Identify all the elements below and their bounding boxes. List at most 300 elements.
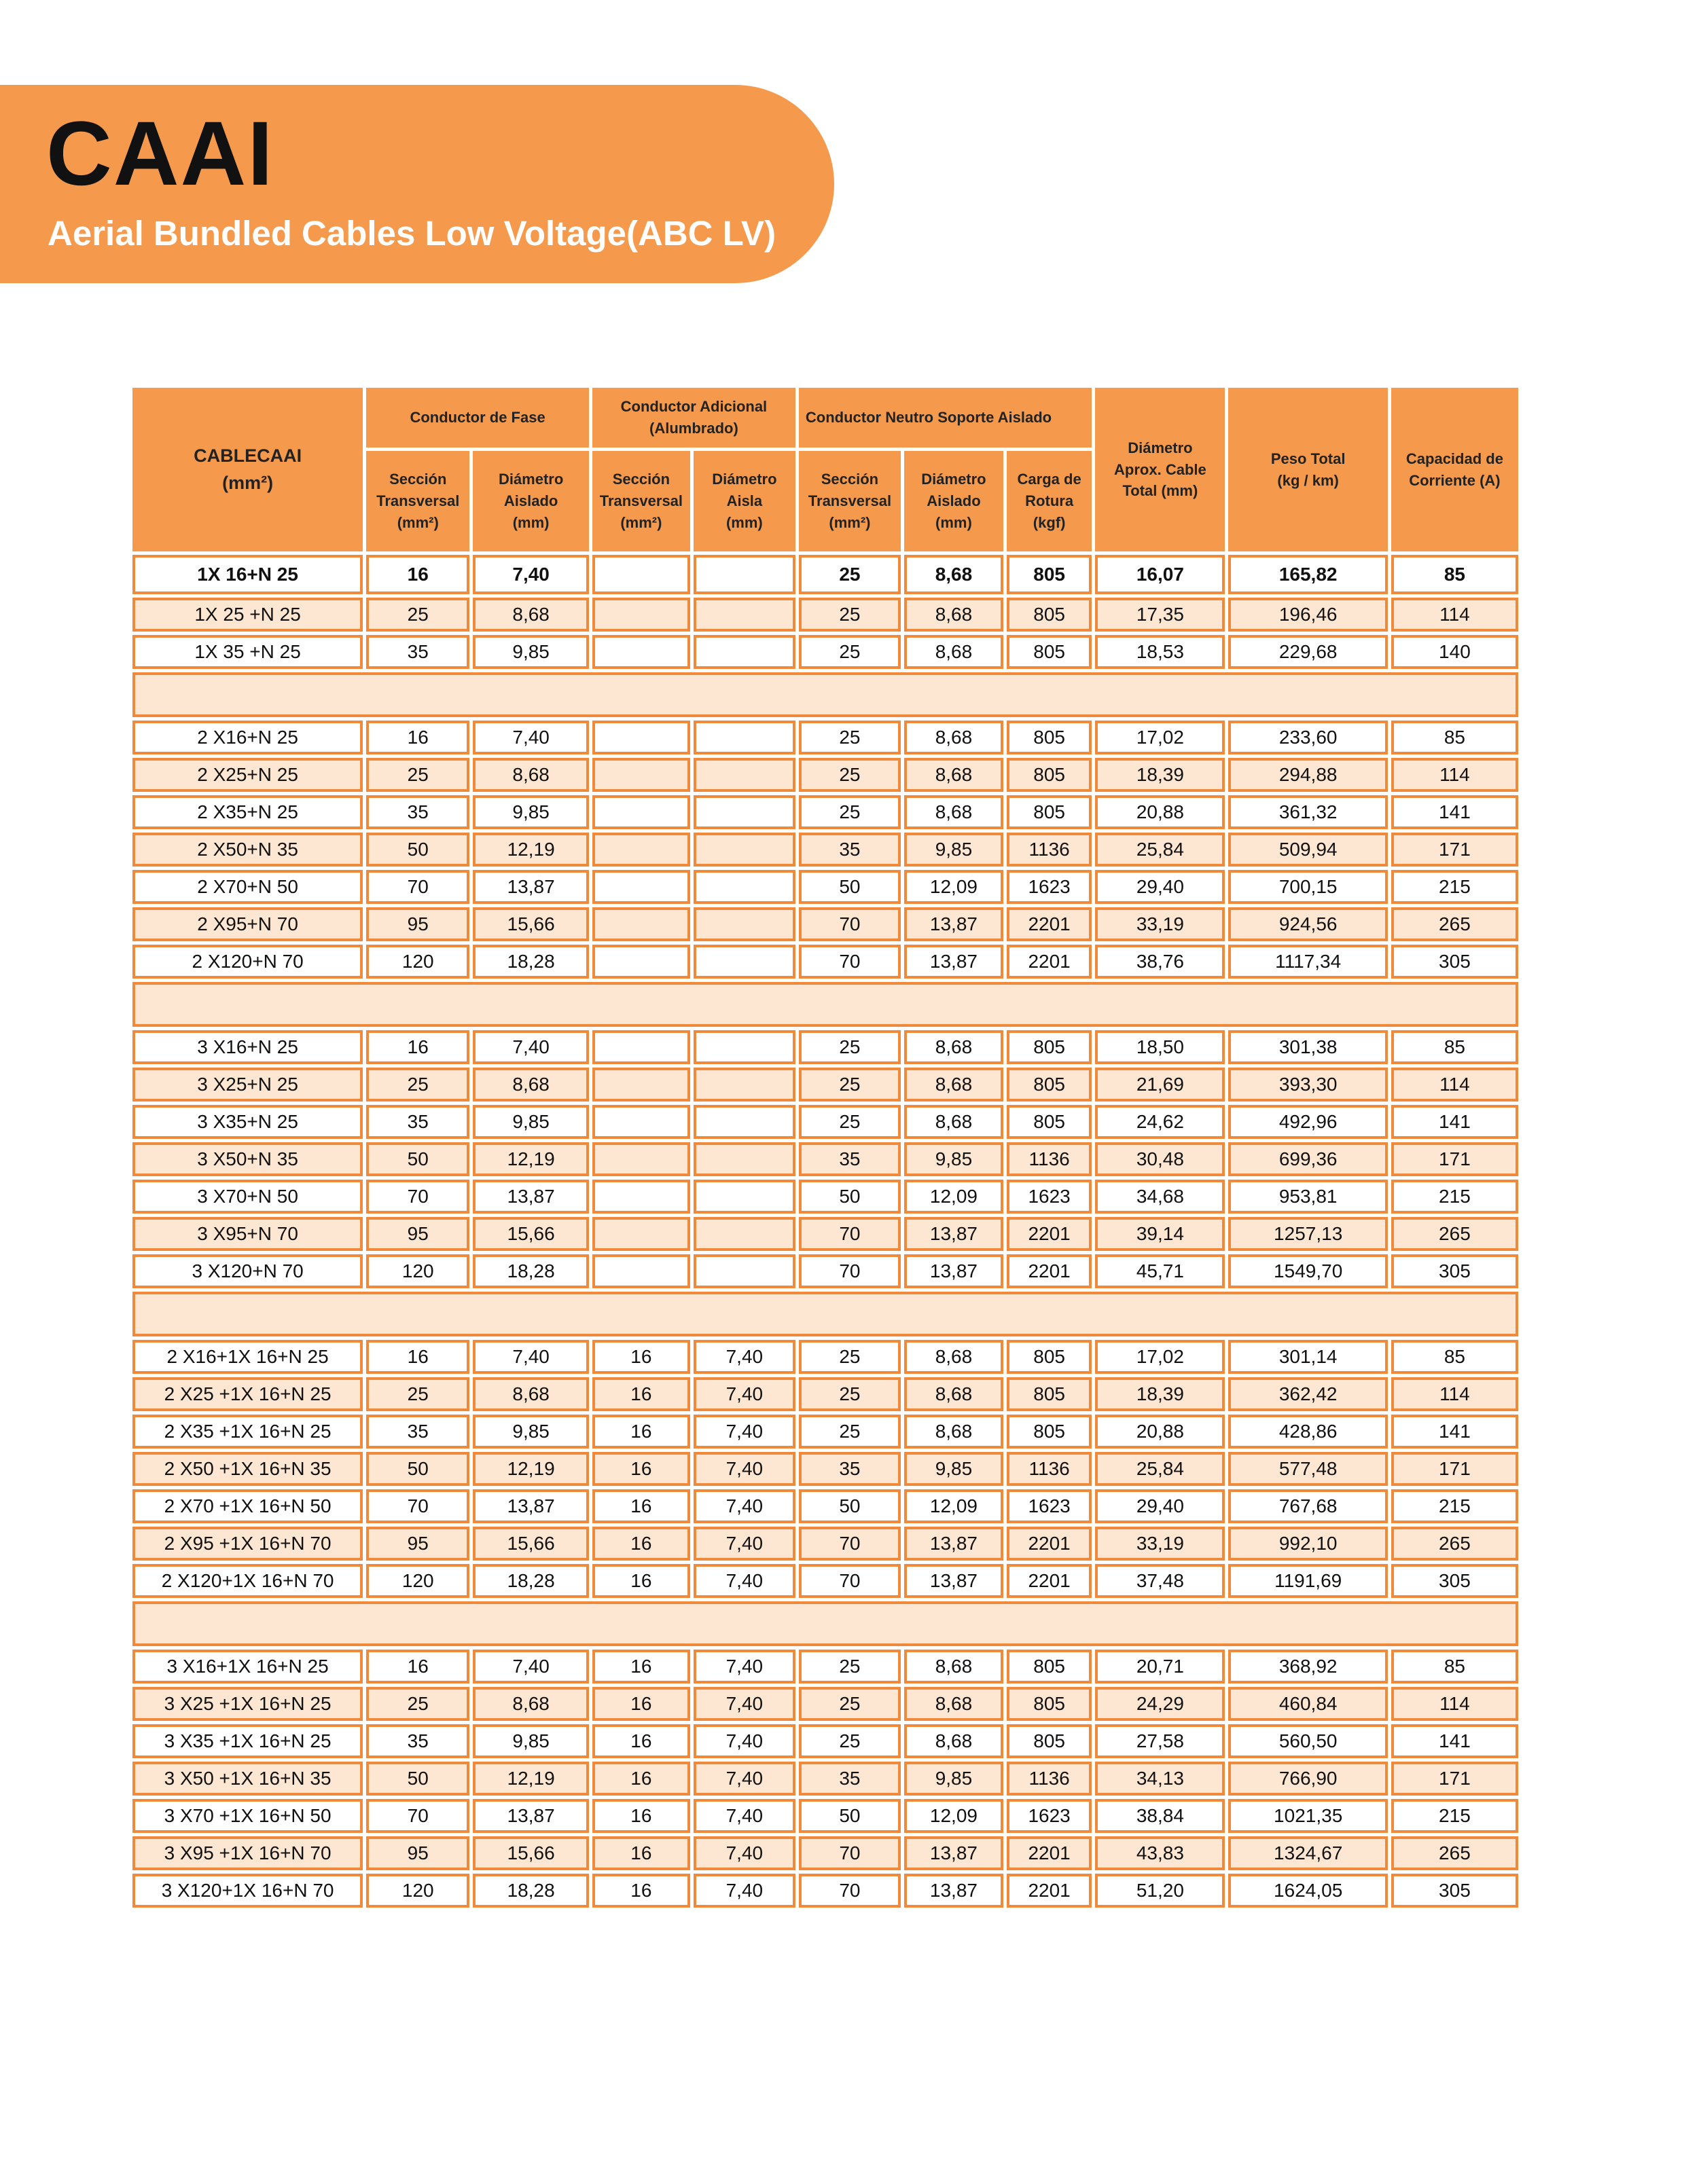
table-cell: 114 bbox=[1391, 598, 1518, 632]
table-cell: 25 bbox=[799, 1650, 901, 1684]
header-capacidad bbox=[1391, 388, 1518, 551]
table-cell: 16 bbox=[592, 1415, 690, 1449]
table-cell: 1117,34 bbox=[1228, 945, 1387, 979]
table-cell: 171 bbox=[1391, 1762, 1518, 1796]
group-separator bbox=[132, 1292, 1518, 1336]
table-cell: 25 bbox=[799, 1068, 901, 1102]
table-cell: 95 bbox=[366, 1527, 469, 1561]
table-cell bbox=[694, 1180, 795, 1214]
sub-header-line: Sección bbox=[821, 471, 879, 488]
table-row bbox=[132, 1030, 1518, 1064]
table-cell: 50 bbox=[799, 1799, 901, 1833]
cable-name-cell: 2 X25 +1X 16+N 25 bbox=[132, 1377, 363, 1411]
sub-header-line: Aisla bbox=[726, 492, 763, 510]
table-cell: 21,69 bbox=[1095, 1068, 1225, 1102]
table-row bbox=[132, 945, 1518, 979]
table-cell: 18,53 bbox=[1095, 635, 1225, 669]
table-cell: 12,09 bbox=[904, 870, 1003, 904]
table-cell bbox=[592, 1105, 690, 1139]
table-cell: 140 bbox=[1391, 635, 1518, 669]
table-cell: 9,85 bbox=[473, 1724, 589, 1758]
sub-header-line: (mm) bbox=[935, 513, 972, 531]
table-cell: 38,76 bbox=[1095, 945, 1225, 979]
table-cell: 114 bbox=[1391, 1068, 1518, 1102]
header-cable-label: CABLECAAI bbox=[194, 445, 302, 467]
table-cell: 7,40 bbox=[694, 1762, 795, 1796]
cable-name-cell: 2 X50 +1X 16+N 35 bbox=[132, 1452, 363, 1486]
table-cell: 18,50 bbox=[1095, 1030, 1225, 1064]
table-cell: 35 bbox=[799, 1452, 901, 1486]
header-diametro-total bbox=[1095, 388, 1225, 551]
table-cell: 1021,35 bbox=[1228, 1799, 1387, 1833]
table-cell: 294,88 bbox=[1228, 758, 1387, 792]
table-cell: 16 bbox=[366, 721, 469, 754]
table-cell: 85 bbox=[1391, 555, 1518, 594]
table-cell bbox=[694, 721, 795, 754]
table-cell: 12,09 bbox=[904, 1489, 1003, 1523]
table-cell: 70 bbox=[799, 1254, 901, 1288]
header-adicional bbox=[592, 388, 795, 448]
sub-header-cell bbox=[904, 451, 1003, 551]
cable-name-cell: 2 X120+N 70 bbox=[132, 945, 363, 979]
table-cell: 120 bbox=[366, 1874, 469, 1908]
table-cell: 428,86 bbox=[1228, 1415, 1387, 1449]
cable-name-cell: 2 X95 +1X 16+N 70 bbox=[132, 1527, 363, 1561]
table-cell: 2201 bbox=[1007, 1564, 1092, 1598]
table-cell: 15,66 bbox=[473, 907, 589, 941]
table-cell: 305 bbox=[1391, 1564, 1518, 1598]
table-cell: 17,02 bbox=[1095, 721, 1225, 754]
table-cell: 95 bbox=[366, 907, 469, 941]
sub-header-line: (mm²) bbox=[620, 513, 662, 531]
table-row bbox=[132, 1527, 1518, 1561]
table-cell: 25 bbox=[799, 721, 901, 754]
cable-name-cell: 2 X95+N 70 bbox=[132, 907, 363, 941]
table-cell: 8,68 bbox=[904, 721, 1003, 754]
table-cell: 18,28 bbox=[473, 1254, 589, 1288]
table-cell: 13,87 bbox=[904, 1836, 1003, 1870]
sub-header-cell bbox=[1007, 451, 1092, 551]
table-row bbox=[132, 1340, 1518, 1374]
table-cell: 114 bbox=[1391, 1377, 1518, 1411]
table-cell: 141 bbox=[1391, 1724, 1518, 1758]
table-cell: 13,87 bbox=[904, 1874, 1003, 1908]
table-cell: 25,84 bbox=[1095, 833, 1225, 867]
table-cell: 1257,13 bbox=[1228, 1217, 1387, 1251]
sub-header-line: Sección bbox=[612, 471, 670, 488]
table-cell: 7,40 bbox=[694, 1377, 795, 1411]
table-cell: 16 bbox=[366, 1030, 469, 1064]
table-cell: 35 bbox=[366, 795, 469, 829]
table-cell: 24,62 bbox=[1095, 1105, 1225, 1139]
table-cell: 2201 bbox=[1007, 1836, 1092, 1870]
table-cell: 767,68 bbox=[1228, 1489, 1387, 1523]
table-cell: 13,87 bbox=[904, 1217, 1003, 1251]
table-cell bbox=[694, 598, 795, 632]
table-cell: 25 bbox=[799, 795, 901, 829]
table-cell bbox=[592, 795, 690, 829]
table-cell: 17,02 bbox=[1095, 1340, 1225, 1374]
table-row bbox=[132, 758, 1518, 792]
header-adicional-line1: Conductor Adicional bbox=[620, 398, 768, 416]
sub-header-line: (mm) bbox=[725, 513, 763, 531]
table-cell bbox=[694, 1105, 795, 1139]
table-cell: 215 bbox=[1391, 1180, 1518, 1214]
table-cell: 2201 bbox=[1007, 1874, 1092, 1908]
table-row bbox=[132, 598, 1518, 632]
table-cell: 8,68 bbox=[904, 598, 1003, 632]
table-cell: 25 bbox=[799, 1377, 901, 1411]
header-cable bbox=[132, 388, 363, 551]
table-cell: 16 bbox=[592, 1452, 690, 1486]
table-cell: 7,40 bbox=[694, 1340, 795, 1374]
table-cell: 95 bbox=[366, 1217, 469, 1251]
table-cell bbox=[592, 1030, 690, 1064]
table-cell bbox=[694, 758, 795, 792]
table-cell: 1136 bbox=[1007, 1452, 1092, 1486]
table-cell: 8,68 bbox=[473, 1068, 589, 1102]
table-cell: 141 bbox=[1391, 1415, 1518, 1449]
table-cell: 924,56 bbox=[1228, 907, 1387, 941]
table-cell: 85 bbox=[1391, 721, 1518, 754]
cable-name-cell: 1X 16+N 25 bbox=[132, 555, 363, 594]
table-cell: 8,68 bbox=[904, 555, 1003, 594]
table-cell: 8,68 bbox=[904, 758, 1003, 792]
table-cell: 9,85 bbox=[473, 1415, 589, 1449]
sub-header-line: Transversal bbox=[376, 492, 460, 510]
table-cell: 17,35 bbox=[1095, 598, 1225, 632]
table-cell: 1136 bbox=[1007, 833, 1092, 867]
table-cell: 215 bbox=[1391, 1799, 1518, 1833]
table-cell: 16 bbox=[592, 1340, 690, 1374]
table-cell bbox=[592, 1254, 690, 1288]
table-cell: 25 bbox=[799, 635, 901, 669]
table-cell: 16 bbox=[592, 1799, 690, 1833]
table-row bbox=[132, 721, 1518, 754]
table-cell: 34,13 bbox=[1095, 1762, 1225, 1796]
table-cell: 8,68 bbox=[904, 1724, 1003, 1758]
table-cell: 265 bbox=[1391, 1527, 1518, 1561]
table-cell: 50 bbox=[366, 1452, 469, 1486]
table-cell: 25 bbox=[799, 1415, 901, 1449]
table-cell: 1623 bbox=[1007, 1799, 1092, 1833]
table-cell: 233,60 bbox=[1228, 721, 1387, 754]
cable-name-cell: 3 X16+N 25 bbox=[132, 1030, 363, 1064]
table-cell: 7,40 bbox=[473, 1340, 589, 1374]
table-cell: 805 bbox=[1007, 555, 1092, 594]
table-cell: 15,66 bbox=[473, 1527, 589, 1561]
table-cell: 16 bbox=[592, 1377, 690, 1411]
cable-name-cell: 2 X70 +1X 16+N 50 bbox=[132, 1489, 363, 1523]
table-cell: 492,96 bbox=[1228, 1105, 1387, 1139]
table-cell: 16,07 bbox=[1095, 555, 1225, 594]
table-cell: 114 bbox=[1391, 1687, 1518, 1721]
table-cell: 70 bbox=[366, 1799, 469, 1833]
table-cell: 50 bbox=[799, 1180, 901, 1214]
table-cell: 577,48 bbox=[1228, 1452, 1387, 1486]
table-cell: 805 bbox=[1007, 598, 1092, 632]
table-cell: 25 bbox=[366, 598, 469, 632]
header-capacidad-line2: Corriente (A) bbox=[1409, 471, 1501, 489]
cable-name-cell: 3 X70+N 50 bbox=[132, 1180, 363, 1214]
table-cell: 25 bbox=[366, 1068, 469, 1102]
sub-header-line: Rotura bbox=[1025, 492, 1074, 510]
table-cell: 25 bbox=[799, 555, 901, 594]
table-cell: 9,85 bbox=[473, 635, 589, 669]
table-cell: 25,84 bbox=[1095, 1452, 1225, 1486]
table-cell: 8,68 bbox=[904, 1030, 1003, 1064]
table-row bbox=[132, 1452, 1518, 1486]
table-cell: 12,09 bbox=[904, 1799, 1003, 1833]
table-cell: 8,68 bbox=[904, 1415, 1003, 1449]
table-cell bbox=[592, 598, 690, 632]
table-row bbox=[132, 1489, 1518, 1523]
table-cell: 35 bbox=[366, 635, 469, 669]
header-peso-line2: (kg / km) bbox=[1277, 471, 1339, 489]
table-cell: 1623 bbox=[1007, 1489, 1092, 1523]
table-cell: 16 bbox=[592, 1874, 690, 1908]
table-cell: 70 bbox=[799, 1527, 901, 1561]
table-cell: 13,87 bbox=[473, 1489, 589, 1523]
table-cell: 30,48 bbox=[1095, 1142, 1225, 1176]
table-cell: 35 bbox=[799, 1142, 901, 1176]
table-cell: 9,85 bbox=[473, 1105, 589, 1139]
table-cell: 700,15 bbox=[1228, 870, 1387, 904]
sub-header-line: Diámetro bbox=[921, 471, 986, 488]
table-cell: 34,68 bbox=[1095, 1180, 1225, 1214]
table-cell: 265 bbox=[1391, 1217, 1518, 1251]
table-cell bbox=[694, 945, 795, 979]
table-cell: 13,87 bbox=[473, 870, 589, 904]
table-cell: 7,40 bbox=[694, 1650, 795, 1684]
cable-name-cell: 3 X35 +1X 16+N 25 bbox=[132, 1724, 363, 1758]
cable-name-cell: 2 X70+N 50 bbox=[132, 870, 363, 904]
table-cell: 25 bbox=[799, 1724, 901, 1758]
table-cell: 18,39 bbox=[1095, 1377, 1225, 1411]
table-cell bbox=[592, 945, 690, 979]
table-cell: 70 bbox=[366, 1180, 469, 1214]
table-cell: 265 bbox=[1391, 907, 1518, 941]
sub-header-line: Transversal bbox=[808, 492, 892, 510]
group-separator bbox=[132, 982, 1518, 1027]
table-cell: 114 bbox=[1391, 758, 1518, 792]
table-cell: 25 bbox=[366, 1687, 469, 1721]
table-cell: 7,40 bbox=[694, 1836, 795, 1870]
table-cell: 25 bbox=[799, 1340, 901, 1374]
table-cell: 805 bbox=[1007, 1650, 1092, 1684]
table-cell: 35 bbox=[366, 1724, 469, 1758]
cable-name-cell: 1X 25 +N 25 bbox=[132, 598, 363, 632]
table-cell: 24,29 bbox=[1095, 1687, 1225, 1721]
table-cell: 805 bbox=[1007, 795, 1092, 829]
table-cell bbox=[694, 635, 795, 669]
cable-name-cell: 2 X16+1X 16+N 25 bbox=[132, 1340, 363, 1374]
table-cell bbox=[592, 1180, 690, 1214]
table-cell: 12,09 bbox=[904, 1180, 1003, 1214]
table-cell: 20,88 bbox=[1095, 795, 1225, 829]
table-cell: 70 bbox=[799, 1836, 901, 1870]
table-row bbox=[132, 795, 1518, 829]
table-cell: 25 bbox=[366, 758, 469, 792]
table-body bbox=[132, 555, 1518, 1908]
cable-spec-table bbox=[129, 384, 1522, 1911]
cable-name-cell: 2 X16+N 25 bbox=[132, 721, 363, 754]
table-cell: 7,40 bbox=[473, 721, 589, 754]
table-cell: 7,40 bbox=[473, 1650, 589, 1684]
table-cell: 13,87 bbox=[904, 1254, 1003, 1288]
table-cell: 2201 bbox=[1007, 1527, 1092, 1561]
table-cell: 70 bbox=[799, 1564, 901, 1598]
separator-cell bbox=[132, 982, 1518, 1027]
table-cell: 29,40 bbox=[1095, 1489, 1225, 1523]
table-cell: 215 bbox=[1391, 870, 1518, 904]
cable-name-cell: 2 X50+N 35 bbox=[132, 833, 363, 867]
cable-name-cell: 3 X16+1X 16+N 25 bbox=[132, 1650, 363, 1684]
table-cell: 70 bbox=[799, 945, 901, 979]
sub-header-cell bbox=[799, 451, 901, 551]
table-cell: 7,40 bbox=[694, 1564, 795, 1598]
table-cell: 13,87 bbox=[904, 945, 1003, 979]
table-cell: 8,68 bbox=[904, 1068, 1003, 1102]
table-cell: 70 bbox=[366, 1489, 469, 1523]
table-cell: 9,85 bbox=[904, 1142, 1003, 1176]
table-cell bbox=[694, 795, 795, 829]
table-cell: 16 bbox=[592, 1564, 690, 1598]
table-cell bbox=[592, 1068, 690, 1102]
cable-name-cell: 2 X35 +1X 16+N 25 bbox=[132, 1415, 363, 1449]
table-cell: 25 bbox=[799, 758, 901, 792]
table-cell: 2201 bbox=[1007, 1217, 1092, 1251]
cable-name-cell: 3 X25+N 25 bbox=[132, 1068, 363, 1102]
table-cell: 7,40 bbox=[694, 1527, 795, 1561]
table-row bbox=[132, 1254, 1518, 1288]
table-cell bbox=[694, 833, 795, 867]
table-cell: 805 bbox=[1007, 1030, 1092, 1064]
table-cell bbox=[694, 1068, 795, 1102]
table-cell: 9,85 bbox=[904, 1762, 1003, 1796]
table-cell: 196,46 bbox=[1228, 598, 1387, 632]
table-cell bbox=[592, 555, 690, 594]
table-cell: 171 bbox=[1391, 1142, 1518, 1176]
table-cell: 361,32 bbox=[1228, 795, 1387, 829]
table-cell: 9,85 bbox=[473, 795, 589, 829]
table-cell: 70 bbox=[799, 1874, 901, 1908]
table-cell: 1623 bbox=[1007, 1180, 1092, 1214]
table-cell: 95 bbox=[366, 1836, 469, 1870]
table-cell bbox=[694, 1254, 795, 1288]
sub-header-line: Aislado bbox=[503, 492, 558, 510]
cable-spec-table-container bbox=[129, 384, 1522, 1911]
table-cell: 13,87 bbox=[473, 1799, 589, 1833]
table-cell: 35 bbox=[799, 1762, 901, 1796]
table-cell: 45,71 bbox=[1095, 1254, 1225, 1288]
table-cell: 229,68 bbox=[1228, 635, 1387, 669]
table-cell: 25 bbox=[799, 598, 901, 632]
sub-header-line: Sección bbox=[389, 471, 447, 488]
table-row bbox=[132, 1068, 1518, 1102]
table-cell: 8,68 bbox=[473, 1687, 589, 1721]
table-cell bbox=[592, 870, 690, 904]
table-cell: 7,40 bbox=[694, 1415, 795, 1449]
table-cell bbox=[592, 1142, 690, 1176]
header-diametro-total-line1: Diámetro bbox=[1128, 439, 1193, 456]
header-cable-unit: (mm²) bbox=[222, 472, 274, 493]
table-cell: 16 bbox=[366, 555, 469, 594]
table-cell bbox=[592, 758, 690, 792]
table-cell bbox=[592, 833, 690, 867]
table-cell bbox=[592, 721, 690, 754]
table-cell: 171 bbox=[1391, 1452, 1518, 1486]
table-cell: 805 bbox=[1007, 721, 1092, 754]
table-cell: 141 bbox=[1391, 795, 1518, 829]
table-cell: 8,68 bbox=[904, 1650, 1003, 1684]
header-neutro: Conductor Neutro Soporte Aislado bbox=[799, 388, 1092, 448]
sub-header-line: Transversal bbox=[599, 492, 683, 510]
table-cell: 7,40 bbox=[694, 1874, 795, 1908]
table-cell: 7,40 bbox=[694, 1452, 795, 1486]
table-cell: 305 bbox=[1391, 1254, 1518, 1288]
table-row bbox=[132, 1564, 1518, 1598]
table-cell: 805 bbox=[1007, 1415, 1092, 1449]
table-cell: 39,14 bbox=[1095, 1217, 1225, 1251]
table-cell: 15,66 bbox=[473, 1836, 589, 1870]
table-cell: 8,68 bbox=[904, 795, 1003, 829]
table-cell: 8,68 bbox=[473, 758, 589, 792]
table-cell: 50 bbox=[366, 833, 469, 867]
table-cell: 805 bbox=[1007, 1377, 1092, 1411]
cable-name-cell: 3 X120+N 70 bbox=[132, 1254, 363, 1288]
table-cell: 7,40 bbox=[694, 1687, 795, 1721]
sub-header-cell bbox=[694, 451, 795, 551]
table-cell: 1191,69 bbox=[1228, 1564, 1387, 1598]
sub-header-cell bbox=[473, 451, 589, 551]
sub-header-line: Diámetro bbox=[712, 471, 777, 488]
cable-name-cell: 2 X35+N 25 bbox=[132, 795, 363, 829]
separator-cell bbox=[132, 672, 1518, 717]
table-cell: 18,28 bbox=[473, 1564, 589, 1598]
table-cell: 560,50 bbox=[1228, 1724, 1387, 1758]
table-cell: 70 bbox=[799, 1217, 901, 1251]
table-row bbox=[132, 1799, 1518, 1833]
table-cell: 12,19 bbox=[473, 833, 589, 867]
table-cell bbox=[694, 1030, 795, 1064]
table-cell: 8,68 bbox=[473, 598, 589, 632]
separator-cell bbox=[132, 1292, 1518, 1336]
sub-header-line: (kgf) bbox=[1033, 513, 1066, 531]
header-peso bbox=[1228, 388, 1387, 551]
table-row bbox=[132, 1415, 1518, 1449]
table-cell: 38,84 bbox=[1095, 1799, 1225, 1833]
table-cell: 20,88 bbox=[1095, 1415, 1225, 1449]
table-cell: 1624,05 bbox=[1228, 1874, 1387, 1908]
table-cell: 8,68 bbox=[473, 1377, 589, 1411]
table-cell bbox=[694, 870, 795, 904]
table-cell: 1136 bbox=[1007, 1762, 1092, 1796]
table-cell: 50 bbox=[366, 1762, 469, 1796]
sub-header-line: (mm²) bbox=[829, 513, 871, 531]
table-cell: 70 bbox=[799, 907, 901, 941]
cable-name-cell: 3 X70 +1X 16+N 50 bbox=[132, 1799, 363, 1833]
sub-header-line: Diámetro bbox=[498, 471, 564, 488]
table-cell: 301,38 bbox=[1228, 1030, 1387, 1064]
table-cell bbox=[592, 1217, 690, 1251]
table-cell: 8,68 bbox=[904, 1377, 1003, 1411]
table-cell: 12,19 bbox=[473, 1762, 589, 1796]
table-cell: 85 bbox=[1391, 1340, 1518, 1374]
table-cell bbox=[694, 1217, 795, 1251]
table-cell: 50 bbox=[366, 1142, 469, 1176]
table-cell: 51,20 bbox=[1095, 1874, 1225, 1908]
